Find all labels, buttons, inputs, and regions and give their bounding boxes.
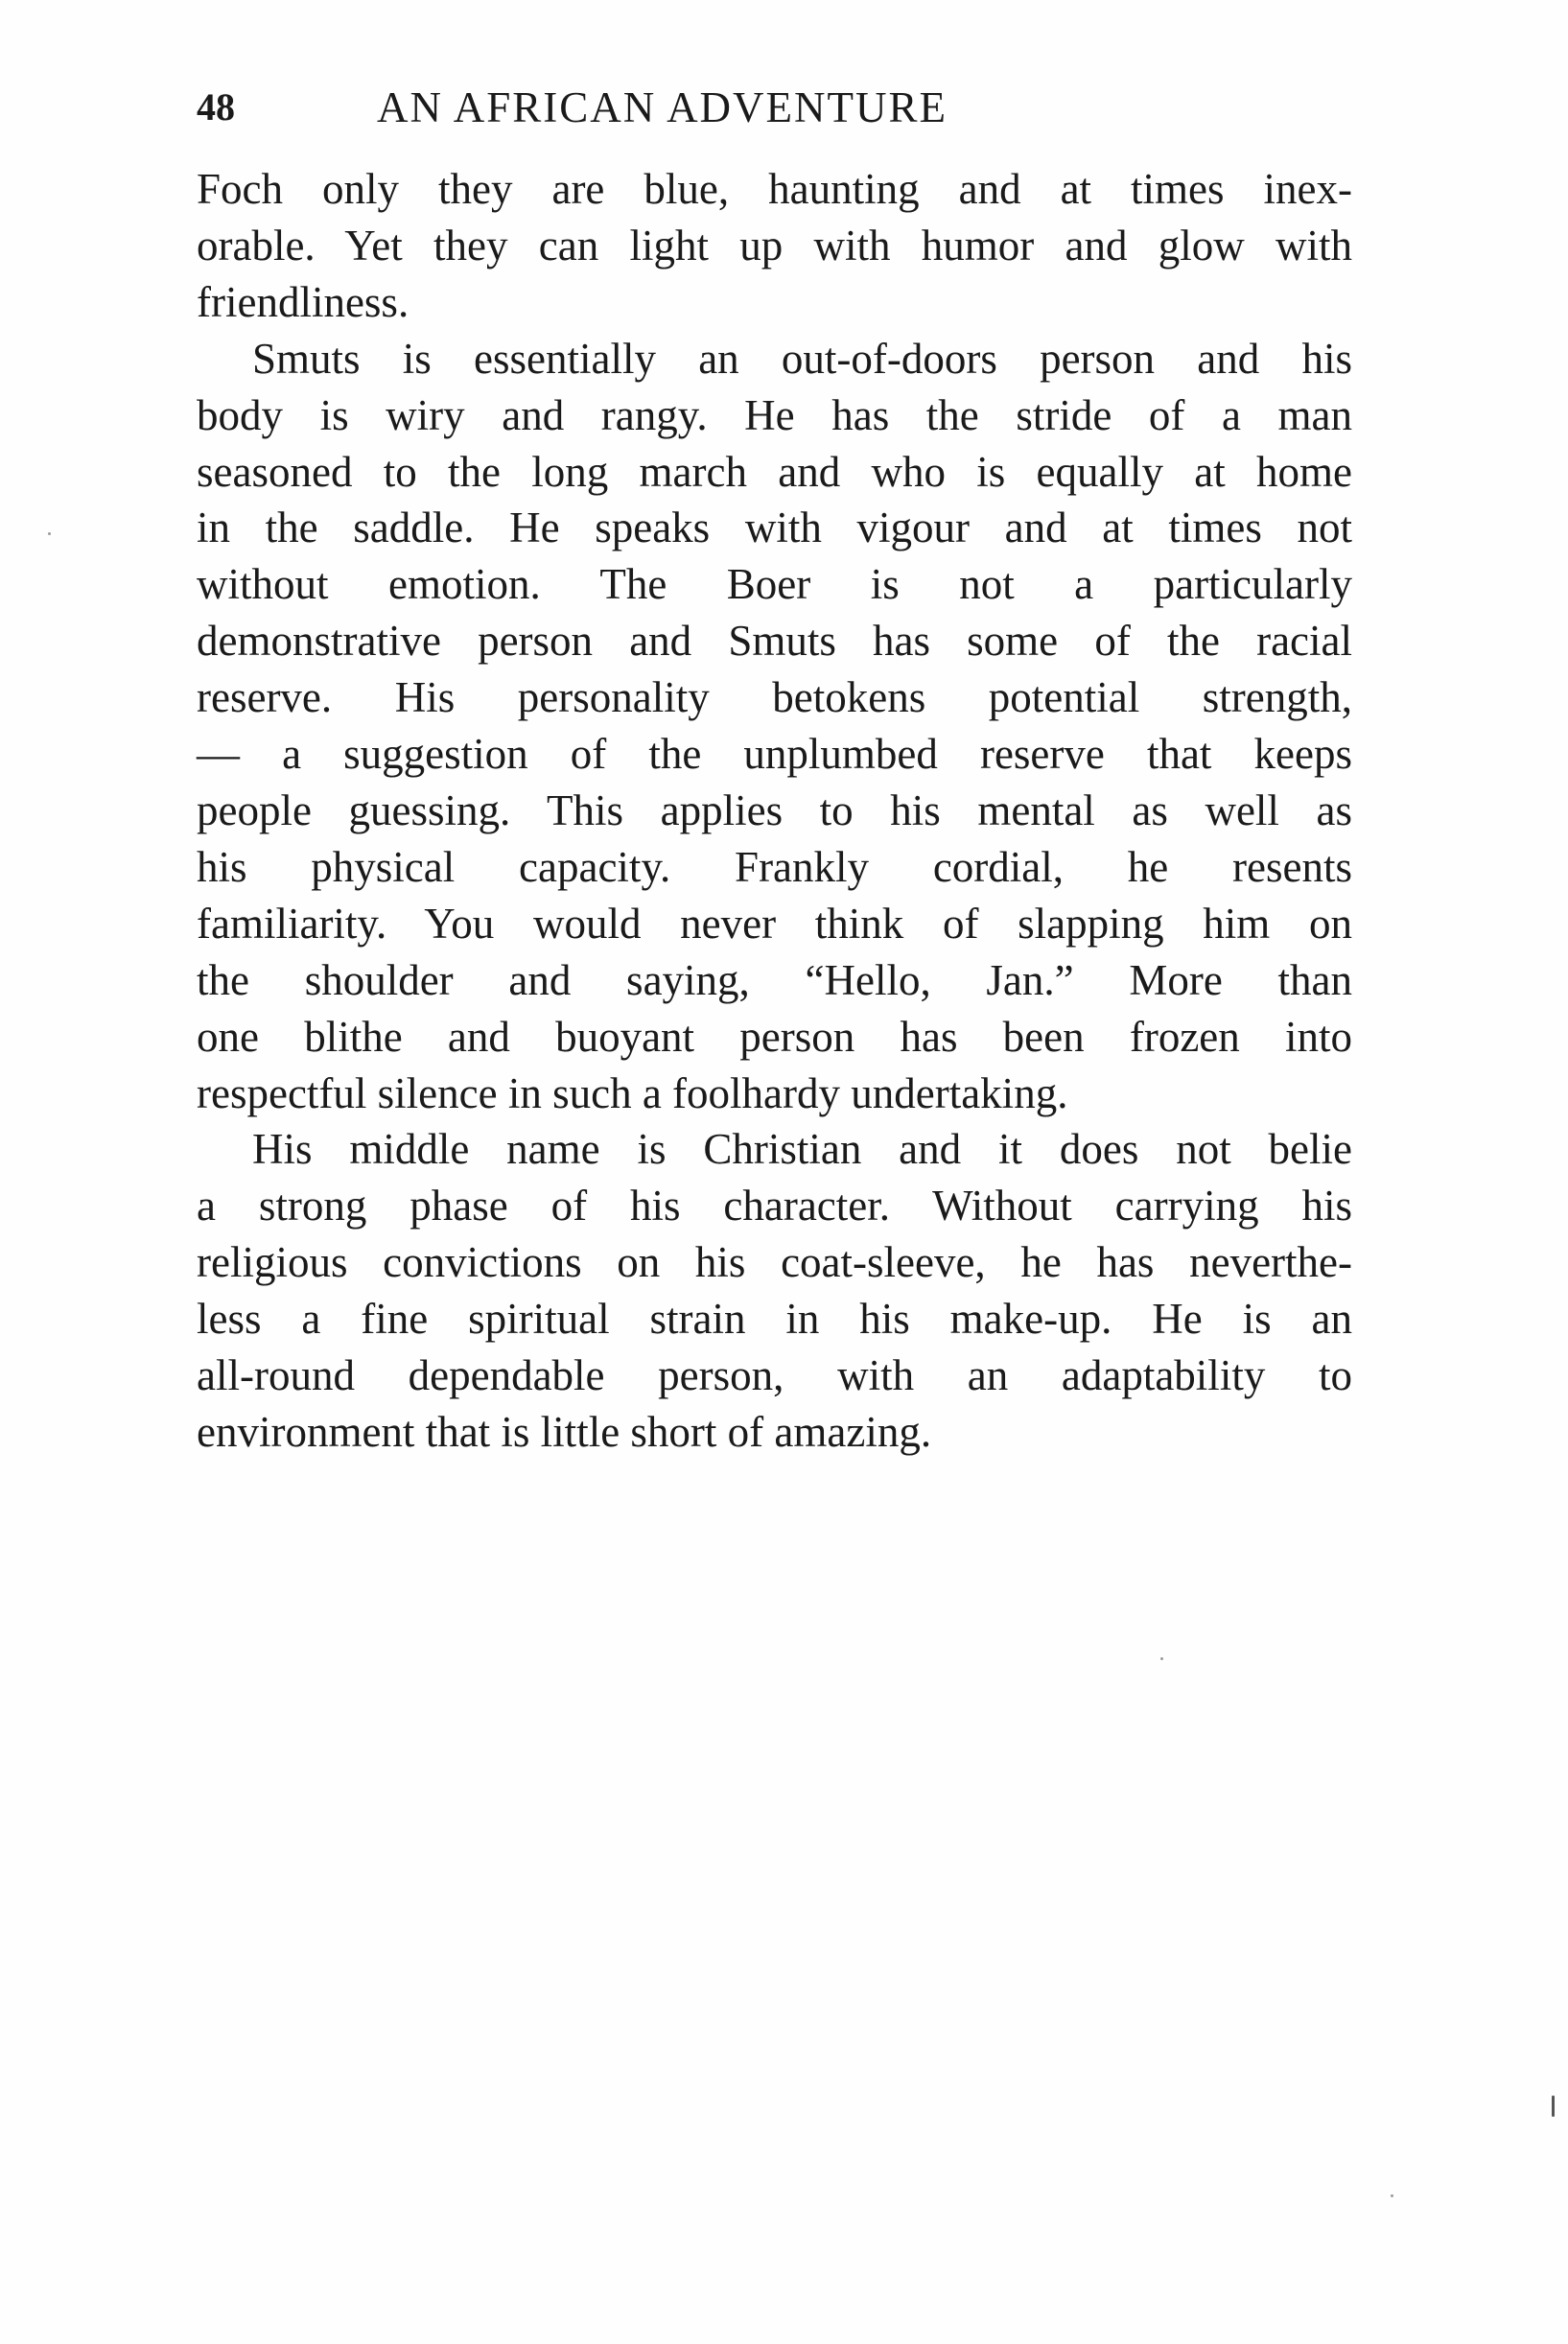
text-line: the shoulder and saying, “Hello, Jan.” More than [197, 955, 1352, 1004]
text-line: without emotion. The Boer is not a particularly [197, 560, 1352, 609]
text-line: environment that is little short of amazing. [197, 1407, 932, 1456]
text-line: body is wiry and rangy. He has the stride of a man [197, 390, 1352, 439]
text-line: friendliness. [197, 277, 410, 326]
scan-speck [1552, 2096, 1555, 2117]
text-line: orable. Yet they can light up with humor and glow with [197, 221, 1352, 270]
text-line: his physical capacity. Frankly cordial, he resents [197, 842, 1352, 891]
running-title: AN AFRICAN ADVENTURE [377, 83, 948, 131]
body-text [197, 161, 1352, 1461]
text-line: one blithe and buoyant person has been frozen into [197, 1012, 1352, 1061]
text-line: His middle name is Christian and it does not belie [252, 1125, 1352, 1174]
scan-speck [1160, 1657, 1163, 1660]
text-line: seasoned to the long march and who is equally at home [197, 447, 1352, 496]
running-head [197, 79, 1165, 136]
paragraph [197, 331, 1352, 1122]
scan-speck [1391, 2194, 1393, 2197]
text-line: all-round dependable person, with an adaptability to [197, 1351, 1352, 1400]
paragraph [197, 1121, 1352, 1460]
text-line: less a fine spiritual strain in his make-up. He is an [197, 1295, 1352, 1344]
page-number: 48 [197, 85, 235, 129]
text-line: familiarity. You would never think of slapping him on [197, 899, 1352, 948]
text-line: people guessing. This applies to his mental as well as [197, 785, 1352, 834]
text-line: reserve. His personality betokens potential strength, [197, 673, 1352, 722]
scan-speck [48, 532, 51, 535]
text-line: religious convictions on his coat-sleeve, he has neverthe- [197, 1238, 1352, 1287]
text-line: demonstrative person and Smuts has some of the racial [197, 617, 1352, 666]
text-line: Foch only they are blue, haunting and at times inex- [197, 165, 1352, 213]
text-line: in the saddle. He speaks with vigour and at times not [197, 504, 1352, 552]
text-line: — a suggestion of the unplumbed reserve that keeps [197, 730, 1352, 779]
text-line: Smuts is essentially an out-of-doors person and his [252, 334, 1352, 383]
text-line: respectful silence in such a foolhardy undertaking. [197, 1068, 1068, 1117]
text-line: a strong phase of his character. Without carrying his [197, 1182, 1352, 1231]
paragraph [197, 161, 1352, 331]
